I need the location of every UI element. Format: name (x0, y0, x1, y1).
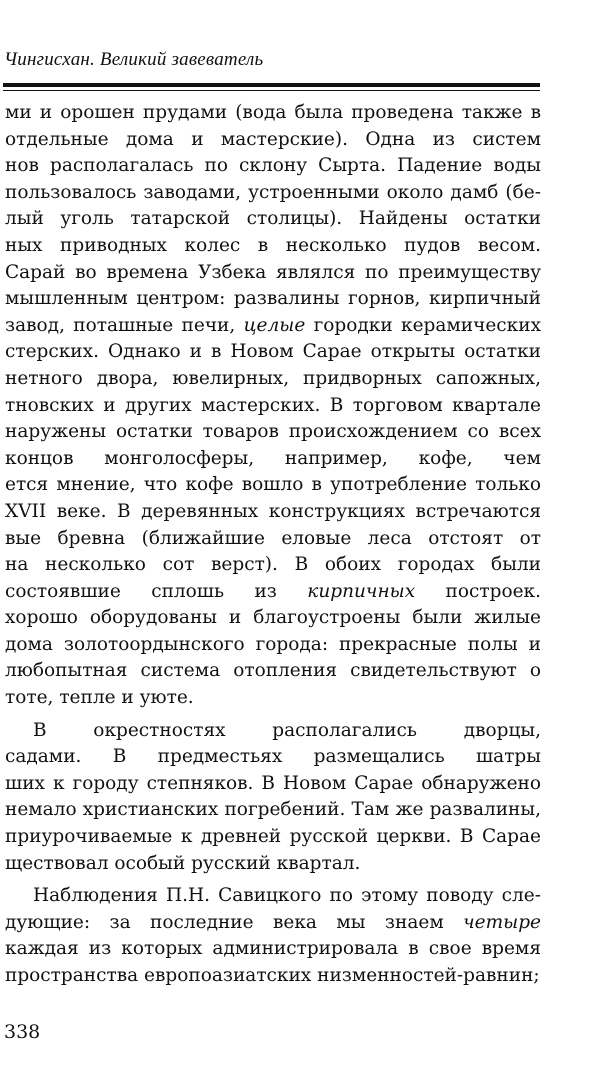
text-line: ется мнение, что кофе вошло в употребление только (5, 474, 541, 496)
text-line: на несколько сот верст). В обоих городах были (5, 554, 541, 576)
text-line: любопытная система отопления свидетельствуют о (5, 660, 541, 682)
text-line: нов располагалась по склону Сырта. Падение воды (5, 155, 541, 177)
text-line: тновских и других мастерских. В торговом квартале (5, 394, 541, 416)
text-line: завод, поташные печи, целые городки керамических (5, 314, 541, 336)
text-line: каждая из которых администрировала в свое время (5, 938, 541, 960)
header-rule-thin (3, 90, 540, 91)
text-line: приурочиваемые к древней русской церкви. В Сарае (5, 826, 541, 848)
paragraph (5, 883, 541, 989)
header-rule-thick (3, 83, 540, 87)
text-line: концов монголосферы, например, кофе, чем (5, 447, 541, 469)
text-line: хорошо оборудованы и благоустроены были жилые (5, 607, 541, 629)
text-line: В окрестностях располагались дворцы, (33, 719, 541, 741)
text-line: ществовал особый русский квартал. (5, 852, 361, 874)
text-line: мышленным центром: развалины горнов, кирпичный (5, 288, 541, 310)
text-line: XVII веке. В деревянных конструкциях встречаются (5, 500, 541, 522)
text-line: стерских. Однако и в Новом Сарае открыты остатки (5, 341, 541, 363)
text-line: садами. В предместьях размещались шатры (5, 746, 541, 768)
paragraph (5, 100, 541, 712)
text-line: нетного двора, ювелирных, придворных сапожных, (5, 367, 541, 389)
text-line: состоявшие сплошь из кирпичных построек. (5, 580, 541, 602)
text-line: пространства европоазиатских низменностей-равнин; (5, 965, 540, 986)
running-header: Чингисхан. Великий завеватель (4, 49, 264, 70)
text-line: дующие: за последние века мы знаем четыре (5, 911, 541, 933)
text-line: вые бревна (ближайшие еловые леса отстоят от (5, 527, 541, 549)
text-line: пользовалось заводами, устроенными около дамб (бе- (5, 181, 541, 203)
text-line: дома золотоордынского города: прекрасные полы и (5, 633, 541, 655)
body-text (5, 100, 541, 990)
text-line: Сарай во времена Узбека являлся по преимуществу (5, 261, 541, 283)
text-line: тоте, тепле и уюте. (5, 687, 194, 709)
text-line: ных приводных колес в несколько пудов весом. (5, 234, 541, 256)
text-line: лый уголь татарской столицы). Найдены остатки (5, 208, 541, 230)
text-line: Наблюдения П.Н. Савицкого по этому поводу сле- (33, 885, 541, 907)
text-line: ших к городу степняков. В Новом Сарае обнаружено (5, 772, 541, 794)
text-line: наружены остатки товаров происхождением со всех (5, 421, 541, 443)
text-line: отдельные дома и мастерские). Одна из систем (5, 128, 541, 150)
page-number: 338 (4, 1021, 41, 1043)
text-line: ми и орошен прудами (вода была проведена также в (5, 102, 541, 123)
paragraph (5, 718, 541, 878)
text-line: немало христианских погребений. Там же развалины, (5, 799, 541, 821)
